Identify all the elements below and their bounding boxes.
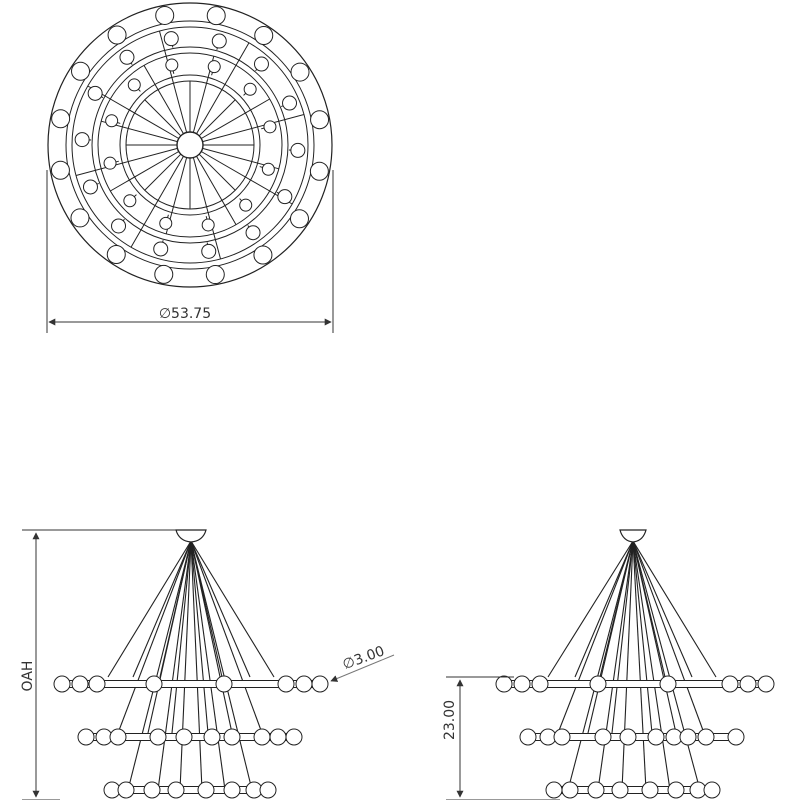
front-view-bulb xyxy=(198,782,214,798)
top-view-bulb xyxy=(72,62,90,80)
side-view-suspension-rod xyxy=(633,541,716,677)
side-view-suspension-rod xyxy=(633,541,700,790)
top-view-bulb xyxy=(202,219,214,231)
side-view-bulb xyxy=(728,729,744,745)
front-view-bulb xyxy=(168,782,184,798)
front-view-canopy xyxy=(176,530,206,542)
front-view-bulb xyxy=(312,676,328,692)
top-view-bulb xyxy=(283,96,297,110)
top-view-bulb xyxy=(83,180,97,194)
top-view-bulb xyxy=(52,110,70,128)
side-view-bulb xyxy=(642,782,658,798)
front-view-bulb xyxy=(176,729,192,745)
top-view-bulb xyxy=(112,219,126,233)
top-view-bulb xyxy=(278,190,292,204)
top-view-spoke xyxy=(131,156,184,247)
top-view-bulb xyxy=(206,266,224,284)
top-view-bulb xyxy=(240,199,252,211)
top-view-bulb xyxy=(291,63,309,81)
side-view-bulb xyxy=(562,782,578,798)
front-view-suspension-rod xyxy=(191,541,262,733)
diameter-symbol: ∅ xyxy=(158,306,172,322)
side-view-suspension-rod xyxy=(633,541,704,733)
top-view-bulb xyxy=(75,133,89,147)
top-view-bulb xyxy=(212,34,226,48)
side-view-canopy xyxy=(620,530,646,542)
top-view-spoke xyxy=(199,100,235,136)
bulb-diameter-symbol: ∅ xyxy=(340,653,358,674)
side-view-suspension-rod xyxy=(633,541,692,677)
side-view-bulb xyxy=(532,676,548,692)
front-view-bulb xyxy=(150,729,166,745)
top-view-bulb xyxy=(107,245,125,263)
side-view-suspension-rod xyxy=(633,541,652,733)
side-view-suspension-rod xyxy=(575,541,633,677)
top-view-spoke xyxy=(145,100,181,136)
top-view-bulb xyxy=(291,143,305,157)
top-view-bulb xyxy=(104,157,116,169)
bulb-diameter-text xyxy=(341,643,387,673)
top-view-bulb xyxy=(246,226,260,240)
top-view-bulb xyxy=(51,161,69,179)
side-view-bulb xyxy=(620,729,636,745)
front-view-bulb xyxy=(146,676,162,692)
side-view-bulb xyxy=(758,676,774,692)
top-view-bulb xyxy=(156,6,174,24)
tier-height-dimension-text: 23.00 xyxy=(442,699,458,741)
top-view-bulb xyxy=(166,59,178,71)
top-view-bulb xyxy=(290,210,308,228)
side-view-bulb xyxy=(612,782,628,798)
front-view-suspension-rods xyxy=(108,541,274,790)
top-view-bulb xyxy=(164,32,178,46)
top-view xyxy=(47,3,333,333)
side-elevation-view xyxy=(442,530,774,800)
top-view-bulb xyxy=(108,26,126,44)
side-view-bulb xyxy=(704,782,720,798)
top-view-bulb xyxy=(264,121,276,133)
side-view-bulb xyxy=(554,729,570,745)
top-view-bulb xyxy=(254,57,268,71)
side-view-suspension-rod xyxy=(633,541,646,790)
diameter-dimension-text xyxy=(159,306,211,322)
side-view-bulb xyxy=(546,782,562,798)
front-view-suspension-rod xyxy=(191,541,208,733)
top-view-bulb xyxy=(120,50,134,64)
front-view-bulb xyxy=(224,729,240,745)
top-view-bulb xyxy=(160,217,172,229)
side-view-bulb xyxy=(595,729,611,745)
top-view-spoke xyxy=(197,43,250,134)
bulb-diameter-value: 3.00 xyxy=(351,643,387,670)
top-view-bulb xyxy=(310,162,328,180)
front-view-tiers xyxy=(54,676,328,798)
top-view-canopy xyxy=(177,132,203,158)
top-view-bulb xyxy=(244,83,256,95)
top-view-bulb xyxy=(262,163,274,175)
front-view-bulb xyxy=(216,676,232,692)
side-view-bulb xyxy=(668,782,684,798)
top-view-bulb xyxy=(255,27,273,45)
side-view-bulb xyxy=(740,676,756,692)
front-view-suspension-rod xyxy=(172,541,191,733)
top-view-bulb xyxy=(88,86,102,100)
front-view-bulb xyxy=(72,676,88,692)
top-view-bulb xyxy=(311,111,329,129)
top-view-bulb xyxy=(154,242,168,256)
side-view-bulb xyxy=(520,729,536,745)
front-view-suspension-rod xyxy=(191,541,232,733)
side-view-bulb xyxy=(680,729,696,745)
side-view-suspension-rods xyxy=(548,541,716,790)
side-view-bulb xyxy=(496,676,512,692)
front-view-bulb xyxy=(54,676,70,692)
front-view-suspension-rod xyxy=(108,541,191,677)
front-view-bulb xyxy=(224,782,240,798)
front-view-bulb xyxy=(144,782,160,798)
side-view-bulb xyxy=(590,676,606,692)
side-view-bulb xyxy=(698,729,714,745)
front-view-bulb xyxy=(270,729,286,745)
front-view-bulb xyxy=(254,729,270,745)
top-view-spoke xyxy=(145,154,181,190)
front-view-bulb xyxy=(204,729,220,745)
side-view-bulb xyxy=(588,782,604,798)
front-view-bulb xyxy=(260,782,276,798)
top-view-bulb xyxy=(71,209,89,227)
front-view-bulb xyxy=(110,729,126,745)
side-view-bulb xyxy=(514,676,530,692)
front-view-bulb xyxy=(118,782,134,798)
top-view-bulb xyxy=(207,7,225,25)
top-view-bulb xyxy=(155,265,173,283)
overall-height-dimension xyxy=(20,530,176,800)
side-view-bulb xyxy=(722,676,738,692)
side-view-suspension-rod xyxy=(558,541,633,733)
top-view-bulb xyxy=(208,61,220,73)
top-view-spoke xyxy=(199,154,235,190)
oah-dimension-text: OAH xyxy=(20,660,36,692)
top-view-bulb xyxy=(106,115,118,127)
front-elevation-view xyxy=(20,530,394,800)
side-view-bulb xyxy=(648,729,664,745)
front-view-bulb xyxy=(286,729,302,745)
diameter-value: 53.75 xyxy=(171,306,212,322)
side-view-tiers xyxy=(496,676,774,798)
bulb-diameter-dimension xyxy=(331,643,394,681)
top-view-bulb xyxy=(128,79,140,91)
front-view-suspension-rod xyxy=(191,541,274,677)
top-view-bulb xyxy=(124,195,136,207)
side-view-bulb xyxy=(660,676,676,692)
front-view-bulb xyxy=(296,676,312,692)
top-view-bulb xyxy=(202,244,216,258)
front-view-bulb xyxy=(78,729,94,745)
front-view-bulb xyxy=(278,676,294,692)
front-view-bulb xyxy=(89,676,105,692)
side-view-suspension-rod xyxy=(633,541,676,733)
side-view-suspension-rod xyxy=(633,541,670,790)
top-view-bulb xyxy=(254,246,272,264)
